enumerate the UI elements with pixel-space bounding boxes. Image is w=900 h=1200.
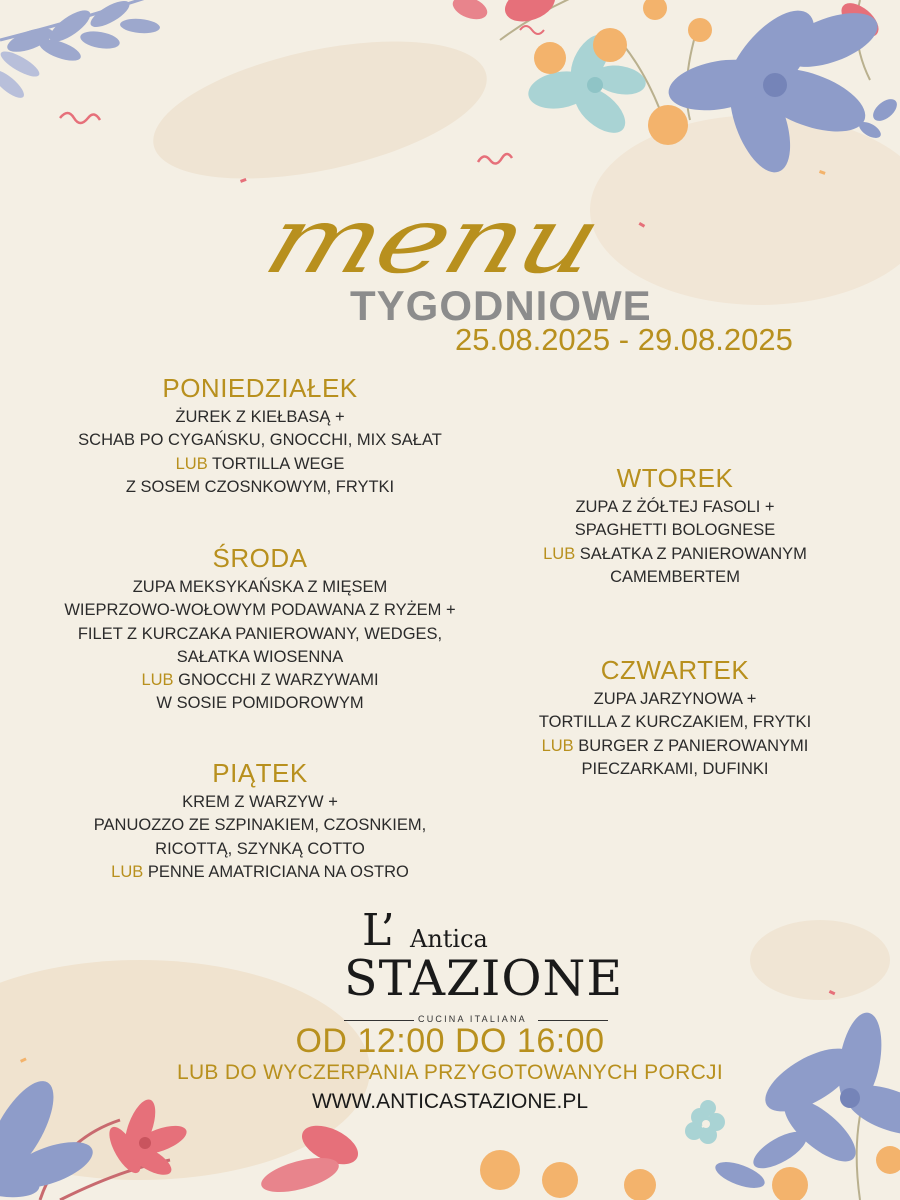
- leaf-branch-icon: [0, 0, 170, 65]
- dish-line: FILET Z KURCZAKA PANIEROWANY, WEDGES,: [77, 624, 443, 643]
- dish-line: PANUOZZO ZE SZPINAKIEM, CZOSNKIEM,: [93, 816, 427, 835]
- day-friday: [40, 758, 480, 884]
- dish-line: LUB SAŁATKA Z PANIEROWANYM: [543, 544, 807, 563]
- dish-line: ZUPA Z ŻÓŁTEJ FASOLI +: [575, 498, 775, 516]
- dish-line: RICOTTĄ, SZYNKĄ COTTO: [155, 839, 365, 858]
- dish-line: SCHAB PO CYGAŃSKU, GNOCCHI, MIX SAŁAT: [78, 431, 442, 450]
- leaf-branch-icon: [0, 47, 43, 102]
- dish-line: CAMEMBERTEM: [610, 567, 740, 586]
- confetti-icon: [240, 178, 247, 183]
- dish-line: LUB PENNE AMATRICIANA NA OSTRO: [111, 862, 409, 881]
- day-monday: [40, 373, 480, 499]
- restaurant-logo: [300, 905, 650, 1027]
- day-thursday: [460, 655, 890, 781]
- menu-subtitle: TYGODNIOWE: [350, 282, 652, 329]
- dish-line: LUB BURGER Z PANIEROWANYMI: [541, 736, 809, 755]
- squiggle-icon: [60, 113, 100, 123]
- logo-tagline: CUCINA ITALIANA: [418, 1014, 527, 1024]
- dish-line: TORTILLA Z KURCZAKIEM, FRYTKI: [538, 713, 812, 732]
- dish-line: Z SOSEM CZOSNKOWYM, FRYTKI: [125, 477, 395, 496]
- dish-line: ZUPA MEKSYKAŃSKA Z MIĘSEM: [132, 578, 388, 596]
- logo-divider: [344, 1020, 414, 1021]
- date-range: 25.08.2025 - 29.08.2025: [455, 322, 793, 357]
- squiggle-icon: [478, 154, 512, 164]
- opening-hours: OD 12:00 DO 16:00: [295, 1022, 605, 1060]
- day-name: ŚRODA: [212, 543, 308, 573]
- dish-line: LUB GNOCCHI Z WARZYWAMI: [141, 671, 379, 690]
- day-name: PONIEDZIAŁEK: [162, 373, 358, 403]
- availability-note: LUB DO WYCZERPANIA PRZYGOTOWANYCH PORCJI: [176, 1061, 723, 1084]
- day-wednesday: [20, 543, 500, 716]
- dish-line: SPAGHETTI BOLOGNESE: [574, 521, 776, 540]
- logo-antica: Antica: [410, 925, 488, 953]
- dish-line: PIECZARKAMI, DUFINKI: [581, 759, 769, 778]
- day-name: WTOREK: [616, 463, 734, 493]
- dish-line: WIEPRZOWO-WOŁOWYM PODAWANA Z RYŻEM +: [64, 601, 456, 620]
- background-blob-icon: [750, 920, 890, 1000]
- day-name: CZWARTEK: [600, 655, 750, 685]
- dish-line: W SOSIE POMIDOROWYM: [156, 694, 364, 713]
- dish-line: LUB TORTILLA WEGE: [175, 454, 345, 473]
- logo-divider: [538, 1020, 608, 1021]
- website-link[interactable]: WWW.ANTICASTAZIONE.PL: [311, 1090, 589, 1113]
- logo-stazione: STAZIONE: [344, 950, 624, 1007]
- day-name: PIĄTEK: [212, 758, 308, 788]
- background-blob-icon: [141, 16, 499, 204]
- menu-script-title: menu: [252, 186, 614, 294]
- dish-line: ZUPA JARZYNOWA +: [593, 690, 757, 708]
- day-tuesday: [460, 463, 890, 589]
- dish-line: SAŁATKA WIOSENNA: [176, 647, 344, 666]
- logo-l: L’: [362, 905, 395, 956]
- squiggle-icon: [520, 26, 544, 34]
- dish-line: KREM Z WARZYW +: [182, 793, 338, 811]
- dish-line: ŻUREK Z KIEŁBASĄ +: [175, 408, 345, 426]
